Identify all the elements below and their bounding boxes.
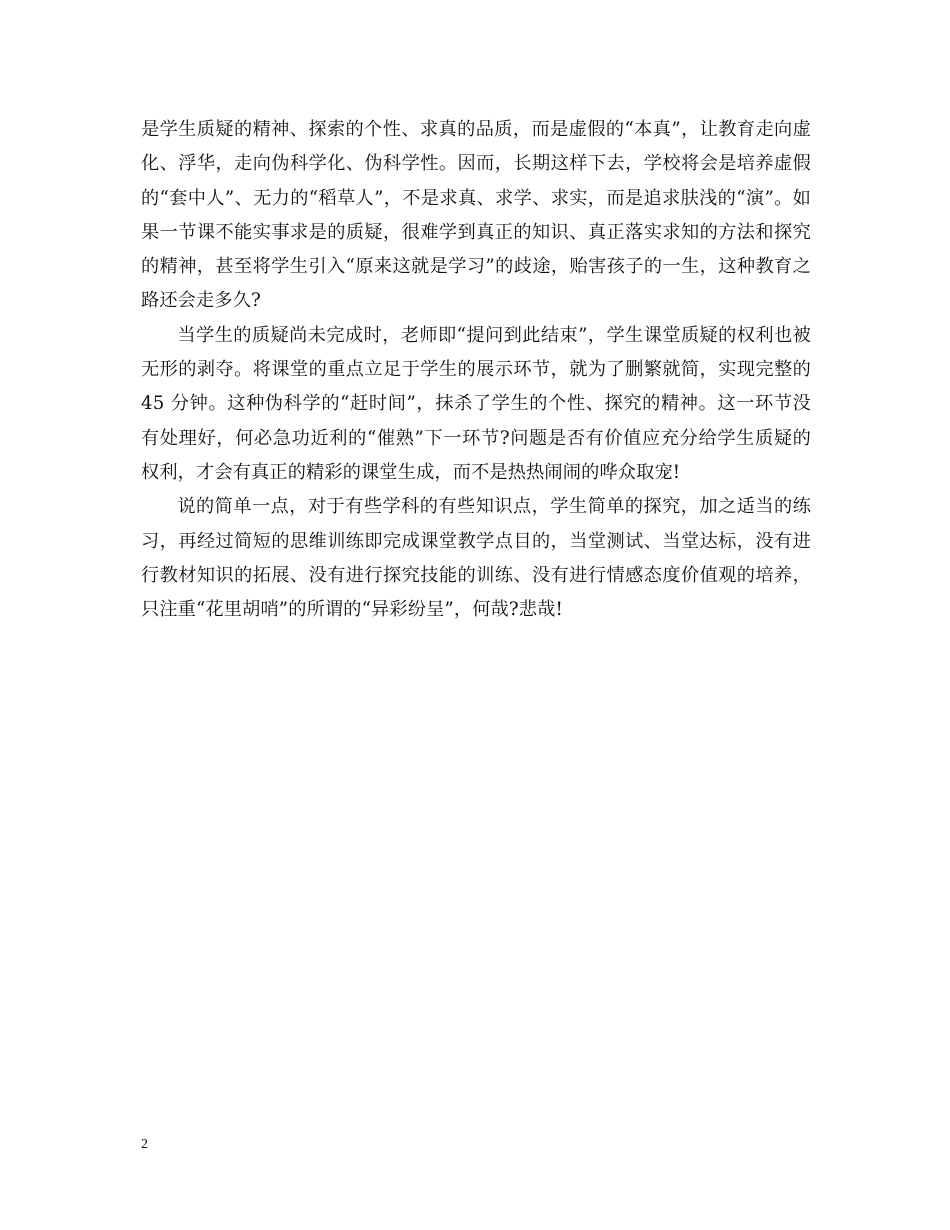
document-body bbox=[141, 113, 811, 627]
paragraph-conclusion: 说的简单一点，对于有些学科的有些知识点，学生简单的探究，加之适当的练习，再经过简短的思维训练即完成课堂教学点目的，当堂测试、当堂达标，没有进行教材知识的拓展、没有进行探究技能的训练、没有进行情感态度价值观的培养，只注重“花里胡哨”的所谓的“异彩纷呈”，何哉?悲哉! bbox=[141, 496, 811, 621]
paragraph-question-time: 当学生的质疑尚未完成时，老师即“提问到此结束”，学生课堂质疑的权利也被无形的剥夺。将课堂的重点立足于学生的展示环节，就为了删繁就简，实现完整的 45 分钟。这种伪科学的“赶时间”，抹杀了学生的个性、探究的精神。这一环节没有处理好，何必急功近利的“催熟”下一环节?问题是否有价值应充分给学生质疑的权利，才会有真正的精彩的课堂生成，而不是热热闹闹的哗众取宠! bbox=[141, 324, 811, 483]
paragraph-continuation: 是学生质疑的精神、探索的个性、求真的品质，而是虚假的“本真”，让教育走向虚化、浮华，走向伪科学化、伪科学性。因而，长期这样下去，学校将会是培养虚假的“套中人”、无力的“稻草人”，不是求真、求学、求实，而是追求肤浅的“演”。如果一节课不能实事求是的质疑，很难学到真正的知识、真正落实求知的方法和探究的精神，甚至将学生引入“原来这就是学习”的歧途，贻害孩子的一生，这种教育之路还会走多久? bbox=[141, 119, 811, 312]
page-number: 2 bbox=[141, 1137, 148, 1152]
